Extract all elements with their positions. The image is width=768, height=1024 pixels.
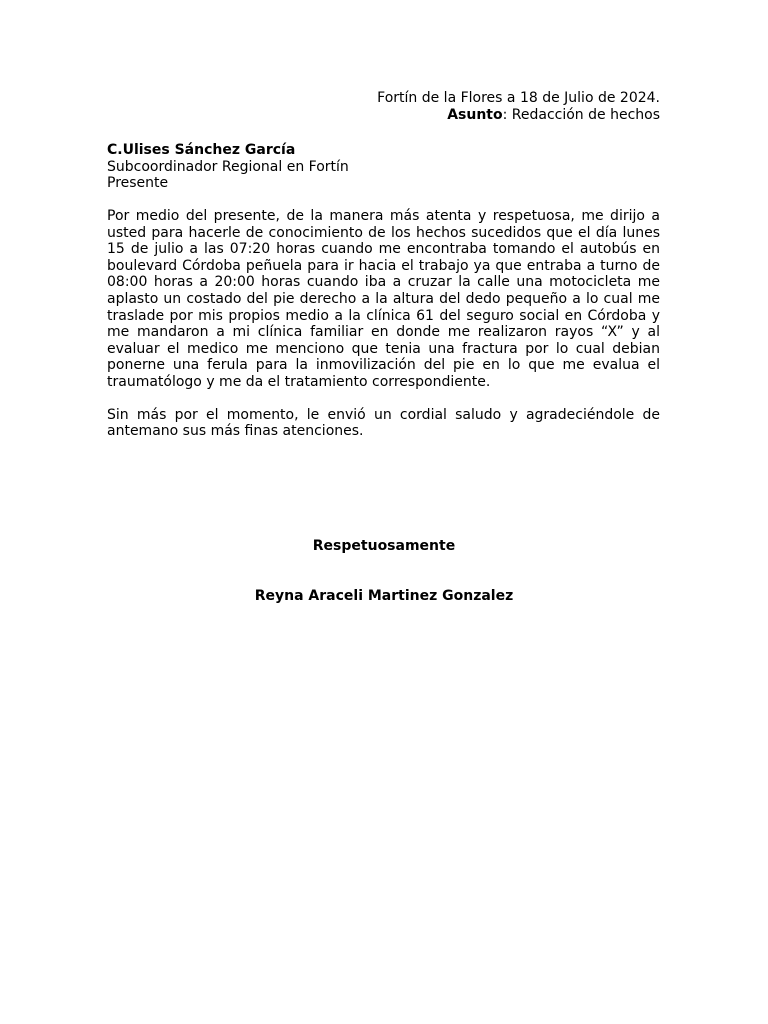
recipient-name: C.Ulises Sánchez García bbox=[107, 142, 296, 159]
recipient-block bbox=[107, 142, 660, 192]
letter-content bbox=[107, 90, 660, 440]
letter-header bbox=[107, 90, 660, 123]
subject-line bbox=[107, 107, 660, 124]
signer-name: Reyna Araceli Martinez Gonzalez bbox=[254, 588, 514, 604]
recipient-title: Subcoordinador Regional en Fortín bbox=[107, 158, 349, 175]
regards-text: Respetuosamente bbox=[312, 538, 456, 554]
subject-separator: : bbox=[502, 106, 508, 123]
subject-label: Asunto bbox=[447, 106, 503, 123]
closing-paragraph: Sin más por el momento, le envió un cordial saludo y agradeciéndole de antemano sus más finas atenciones. bbox=[107, 406, 660, 440]
body-paragraph: Por medio del presente, de la manera más atenta y respetuosa, me dirijo a usted para hacerle de conocimiento de los hechos sucedidos que el día lunes 15 de julio a las 07:20 horas cuando me encontraba tomando el autobús en boulevard Córdoba peñuela para ir hacia el trabajo ya que entraba a turno de 08:00 horas a 20:00 horas cuando iba a cruzar la calle una motocicleta me aplasto un costado del pie derecho a la altura del dedo pequeño a lo cual me traslade por mis propios medio a la clínica 61 del seguro social en Córdoba y me mandaron a mi clínica familiar en donde me realizaron rayos “X” y al evaluar el medico me menciono que tenia una fractura por lo cual debian ponerne una ferula para la inmovilización del pie en lo que me evalua el traumatólogo y me da el tratamiento correspondiente. bbox=[107, 207, 660, 390]
recipient-presence: Presente bbox=[107, 175, 169, 192]
place-date: Fortín de la Flores a 18 de Julio de 2024. bbox=[377, 90, 660, 106]
subject-text: Redacción de hechos bbox=[507, 106, 660, 123]
